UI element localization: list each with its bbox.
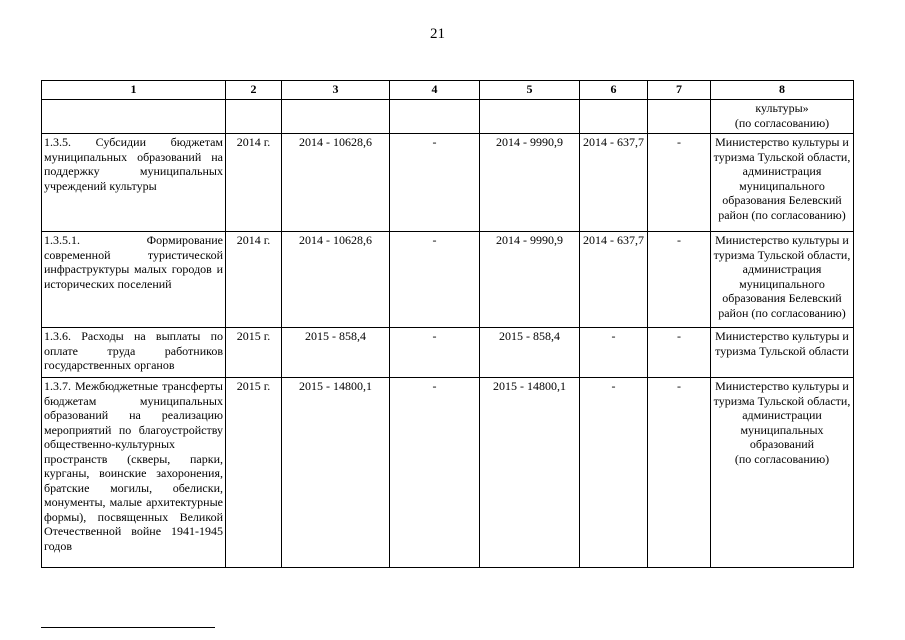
cell-col5: 2015 - 858,4 [480, 328, 580, 378]
page-number: 21 [430, 26, 445, 42]
col-header-5: 5 [480, 81, 580, 100]
table-row [42, 134, 854, 232]
cell-col4: - [390, 328, 480, 378]
cell-period: 2015 г. [226, 378, 282, 568]
cell-total [282, 100, 390, 134]
cell-period: 2014 г. [226, 232, 282, 328]
cell-responsible: Министерство культуры и туризма Тульской области, администрации муниципальных образований (по согласованию) [711, 378, 854, 568]
cell-col4: - [390, 134, 480, 232]
col-header-1: 1 [42, 81, 226, 100]
cell-col4: - [390, 232, 480, 328]
cell-col6: 2014 - 637,7 [580, 134, 648, 232]
cell-total: 2014 - 10628,6 [282, 232, 390, 328]
col-header-8: 8 [711, 81, 854, 100]
cell-total: 2015 - 14800,1 [282, 378, 390, 568]
cell-col5: 2014 - 9990,9 [480, 134, 580, 232]
cell-responsible: культуры» (по согласованию) [711, 100, 854, 134]
cell-col6: 2014 - 637,7 [580, 232, 648, 328]
cell-col7: - [648, 328, 711, 378]
cell-col7 [648, 100, 711, 134]
cell-activity [42, 100, 226, 134]
cell-col4: - [390, 378, 480, 568]
cell-col7: - [648, 378, 711, 568]
col-header-3: 3 [282, 81, 390, 100]
cell-col6 [580, 100, 648, 134]
cell-col6: - [580, 328, 648, 378]
cell-activity: 1.3.7. Межбюджетные трансферты бюджетам муниципальных образований на реализацию мероприятий по благоустройству общественно-культурных пространств (скверы, парки, курганы, воинские захоронения, братские могилы, обелиски, монументы, малые архитектурные формы), посвященных Великой Отечественной войне 1941-1945 годов [42, 378, 226, 568]
table-row [42, 328, 854, 378]
cell-responsible: Министерство культуры и туризма Тульской области [711, 328, 854, 378]
cell-col5: 2015 - 14800,1 [480, 378, 580, 568]
program-table [41, 80, 854, 568]
cell-responsible: Министерство культуры и туризма Тульской области, администрация муниципального образования Белевский район (по согласованию) [711, 134, 854, 232]
cell-col6: - [580, 378, 648, 568]
cell-responsible: Министерство культуры и туризма Тульской области, администрация муниципального образования Белевский район (по согласованию) [711, 232, 854, 328]
header-row [42, 81, 854, 100]
table-row [42, 378, 854, 568]
cell-activity: 1.3.5.1. Формирование современной туристической инфраструктуры малых городов и исторических поселений [42, 232, 226, 328]
cell-total: 2014 - 10628,6 [282, 134, 390, 232]
col-header-6: 6 [580, 81, 648, 100]
col-header-7: 7 [648, 81, 711, 100]
col-header-2: 2 [226, 81, 282, 100]
cell-activity: 1.3.5. Субсидии бюджетам муниципальных образований на поддержку муниципальных учреждений культуры [42, 134, 226, 232]
table-row [42, 100, 854, 134]
cell-period: 2015 г. [226, 328, 282, 378]
cell-period: 2014 г. [226, 134, 282, 232]
cell-col7: - [648, 232, 711, 328]
cell-col5 [480, 100, 580, 134]
table-row [42, 232, 854, 328]
col-header-4: 4 [390, 81, 480, 100]
cell-total: 2015 - 858,4 [282, 328, 390, 378]
cell-activity: 1.3.6. Расходы на выплаты по оплате труда работников государственных органов [42, 328, 226, 378]
cell-col5: 2014 - 9990,9 [480, 232, 580, 328]
cell-col7: - [648, 134, 711, 232]
footnote-divider [41, 627, 215, 628]
cell-col4 [390, 100, 480, 134]
cell-period [226, 100, 282, 134]
